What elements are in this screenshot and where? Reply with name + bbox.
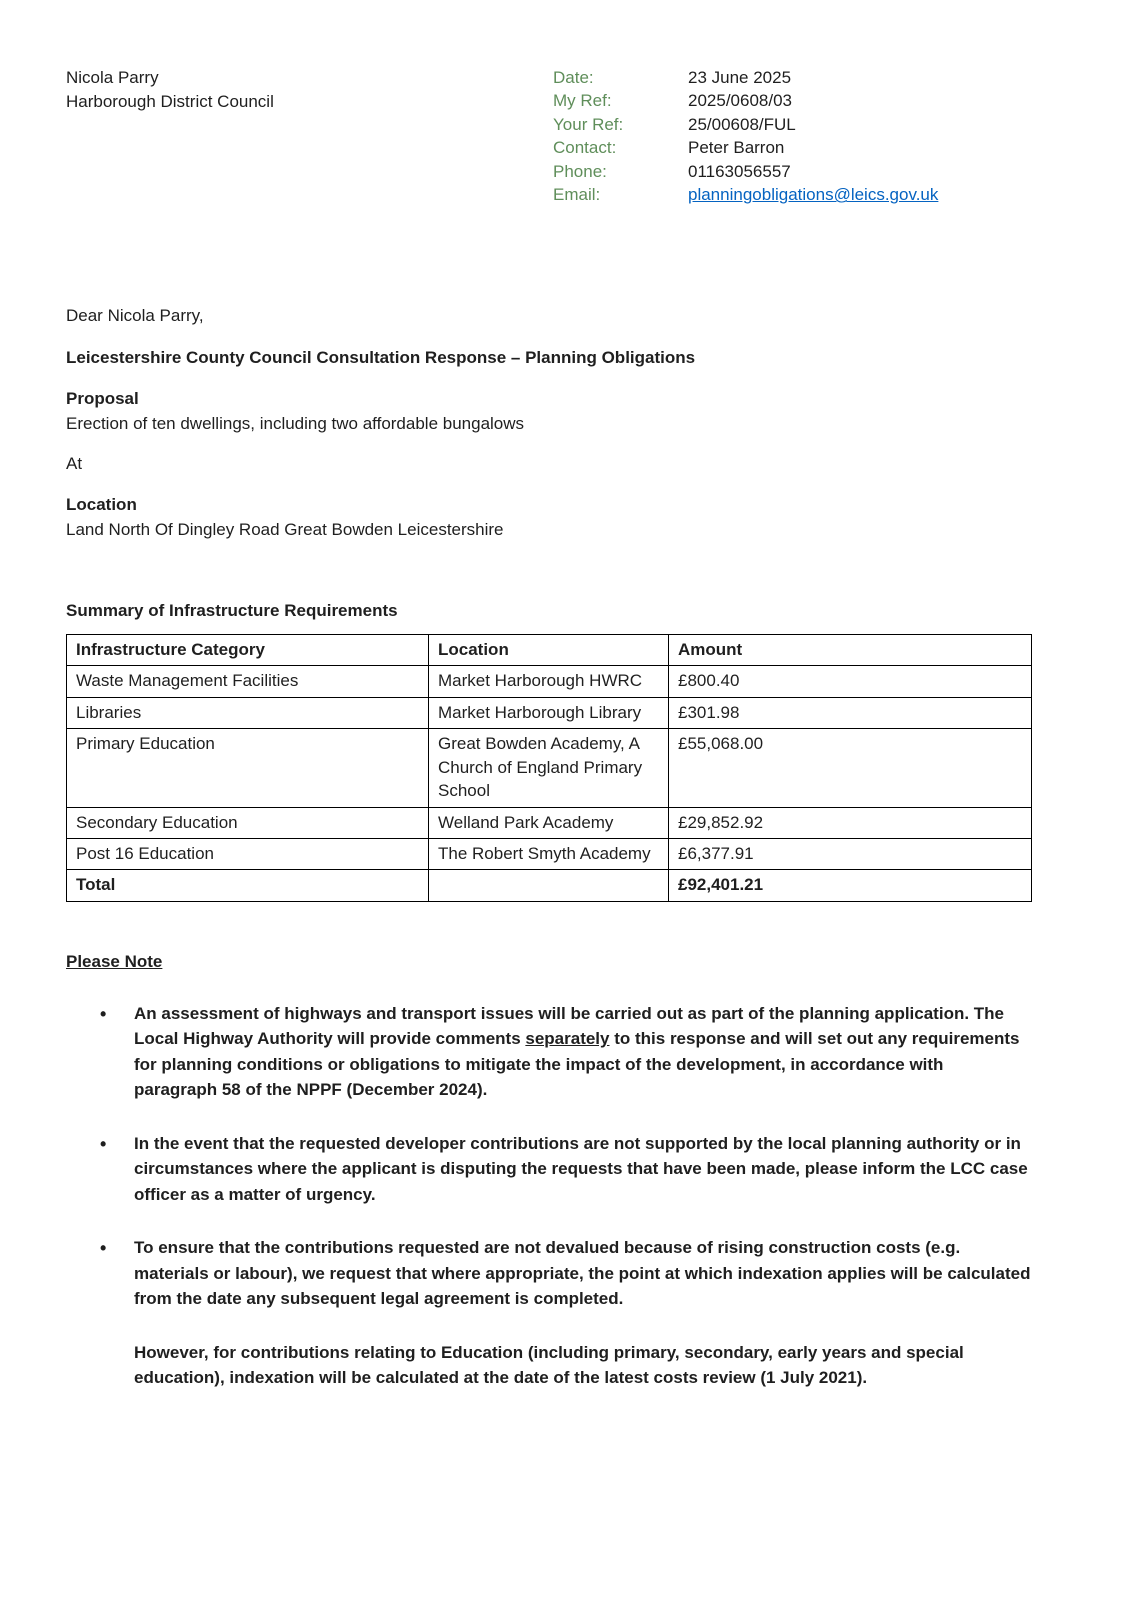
table-total-row	[67, 870, 1032, 901]
total-amount: £92,401.21	[669, 870, 1032, 901]
table-row	[67, 666, 1032, 697]
table-row	[67, 839, 1032, 870]
contact-label: Contact:	[553, 138, 617, 158]
cell-location: Welland Park Academy	[429, 807, 669, 838]
cell-category: Secondary Education	[67, 807, 429, 838]
proposal-label: Proposal	[66, 389, 139, 408]
your-ref-value: 25/00608/FUL	[688, 114, 796, 134]
email-value-wrap	[688, 183, 1031, 206]
meta-row-contact	[553, 136, 1031, 159]
notes-list	[66, 1001, 1031, 1312]
header-location: Location	[429, 634, 669, 665]
letter-title: Leicestershire County Council Consultation Response – Planning Obligations	[66, 348, 696, 368]
your-ref-label: Your Ref:	[553, 114, 624, 134]
letter-header	[66, 66, 1031, 207]
cell-amount: £6,377.91	[669, 839, 1032, 870]
summary-heading: Summary of Infrastructure Requirements	[66, 601, 398, 621]
email-label: Email:	[553, 185, 601, 205]
total-location-empty	[429, 870, 669, 901]
cell-amount: £55,068.00	[669, 729, 1032, 807]
cell-amount: £301.98	[669, 697, 1032, 728]
table-header-row	[67, 634, 1032, 665]
salutation: Dear Nicola Parry,	[66, 305, 204, 325]
sender-organisation: Harborough District Council	[66, 91, 274, 111]
table-row	[67, 729, 1032, 807]
cell-location: Market Harborough Library	[429, 697, 669, 728]
cell-amount: £29,852.92	[669, 807, 1032, 838]
contact-value: Peter Barron	[688, 138, 785, 158]
phone-value: 01163056557	[688, 161, 791, 181]
cell-location: Great Bowden Academy, A Church of England Primary School	[429, 729, 669, 807]
meta-row-your-ref	[553, 113, 1031, 136]
infrastructure-table	[66, 634, 1032, 902]
note-item-indexation: • To ensure that the contributions requested are not devalued because of rising construction costs (e.g. materials or labour), we request that where appropriate, the point at which indexation applies will be calculated from the date any subsequent legal agreement is completed.	[66, 1235, 1031, 1312]
note1-pre: An assessment of highways and transport issues will be carried out as part of the planning application. The Local Highway Authority will provide comments	[134, 1003, 1005, 1049]
at-line: At	[66, 454, 83, 474]
meta-row-phone	[553, 160, 1031, 183]
phone-label: Phone:	[553, 161, 607, 181]
date-label: Date:	[553, 68, 594, 87]
note-item-contributions: • In the event that the requested developer contributions are not supported by the local planning authority or in circumstances where the applicant is disputing the requests that have been made, please inform the LCC case officer as a matter of urgency.	[66, 1131, 1031, 1208]
sender-block	[66, 66, 274, 114]
header-amount: Amount	[669, 634, 1032, 665]
table-row	[67, 697, 1032, 728]
location-text: Land North Of Dingley Road Great Bowden Leicestershire	[66, 519, 504, 539]
proposal-text: Erection of ten dwellings, including two affordable bungalows	[66, 413, 525, 433]
cell-location: The Robert Smyth Academy	[429, 839, 669, 870]
meta-row-email	[553, 183, 1031, 206]
cell-category: Primary Education	[67, 729, 429, 807]
cell-category: Libraries	[67, 697, 429, 728]
reference-block	[553, 66, 1031, 207]
location-label: Location	[66, 494, 137, 514]
cell-location: Market Harborough HWRC	[429, 666, 669, 697]
meta-row-my-ref	[553, 89, 1031, 112]
date-value: 23 June 2025	[688, 68, 792, 87]
cell-amount: £800.40	[669, 666, 1032, 697]
meta-row-date	[553, 66, 1031, 89]
please-note-heading: Please Note	[66, 951, 163, 971]
total-label: Total	[67, 870, 429, 901]
table-row	[67, 807, 1032, 838]
email-link[interactable]: planningobligations@leics.gov.uk	[688, 185, 939, 205]
my-ref-value: 2025/0608/03	[688, 91, 792, 111]
note1-underlined: separately	[525, 1029, 610, 1049]
sender-name: Nicola Parry	[66, 68, 159, 87]
header-infrastructure-category: Infrastructure Category	[67, 634, 429, 665]
my-ref-label: My Ref:	[553, 91, 612, 111]
note1-post: to this response and will set out any requirements for planning conditions or obligations to mitigate the impact of the development, in accordance with paragraph 58 of the NPPF (December 2024).	[134, 1029, 1020, 1100]
note-item-highways	[66, 1001, 1031, 1103]
cell-category: Waste Management Facilities	[67, 666, 429, 697]
note-continuation: However, for contributions relating to Education (including primary, secondary, early years and special education), indexation will be calculated at the date of the latest costs review (1 July 2021).	[134, 1342, 964, 1388]
cell-category: Post 16 Education	[67, 839, 429, 870]
